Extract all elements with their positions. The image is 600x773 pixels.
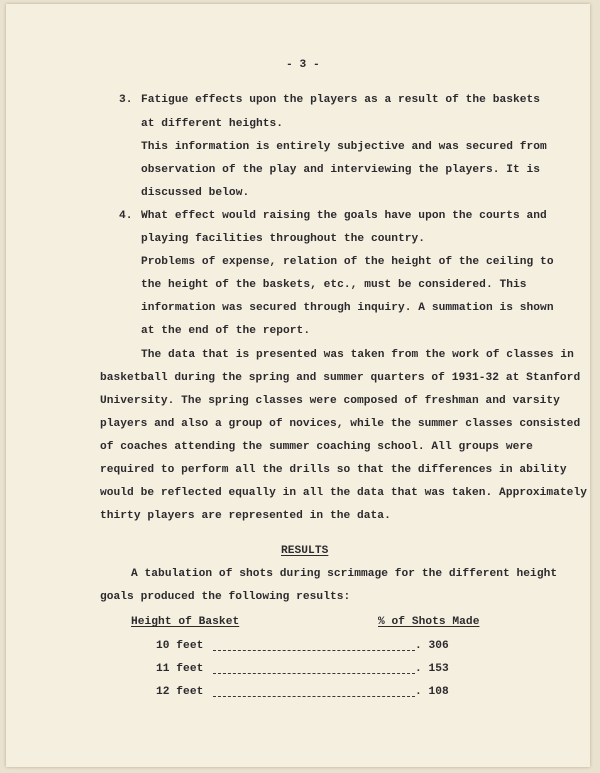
data-paragraph-line-8: thirty players are represented in the data. <box>100 510 391 522</box>
item-4-number: 4. <box>119 210 133 222</box>
data-paragraph-line-4: players and also a group of novices, while the summer classes consisted <box>100 418 581 430</box>
data-paragraph-line-6: required to perform all the drills so that the differences in ability <box>100 464 567 476</box>
row-percent: . 108 <box>415 686 449 698</box>
item-4-title-line-2: playing facilities throughout the country. <box>141 233 426 245</box>
dotted-leader <box>213 650 415 651</box>
row-height: 10 feet <box>156 640 204 652</box>
table-header-percent: % of Shots Made <box>378 616 480 628</box>
row-height: 12 feet <box>156 686 204 698</box>
item-3-body-line-3: discussed below. <box>141 187 250 199</box>
data-paragraph-line-3: University. The spring classes were composed of freshman and varsity <box>100 395 560 407</box>
data-paragraph-line-7: would be reflected equally in all the data that was taken. Approximately <box>100 487 587 499</box>
row-percent: . 306 <box>415 640 449 652</box>
row-percent: . 153 <box>415 663 449 675</box>
item-4-body-line-4: at the end of the report. <box>141 325 311 337</box>
page-number: - 3 - <box>286 59 320 71</box>
data-paragraph-line-5: of coaches attending the summer coaching school. All groups were <box>100 441 533 453</box>
item-3-number: 3. <box>119 94 133 106</box>
item-4-title-line-1: What effect would raising the goals have upon the courts and <box>141 210 547 222</box>
table-header-height: Height of Basket <box>131 616 240 628</box>
item-4-body-line-3: information was secured through inquiry. A summation is shown <box>141 302 554 314</box>
item-3-title-line-1: Fatigue effects upon the players as a result of the baskets <box>141 94 541 106</box>
item-4-body-line-2: the height of the baskets, etc., must be considered. This <box>141 279 527 291</box>
dotted-leader <box>213 696 415 697</box>
item-3-body-line-2: observation of the play and interviewing the players. It is <box>141 164 541 176</box>
results-heading: RESULTS <box>281 545 329 557</box>
item-3-body-line-1: This information is entirely subjective and was secured from <box>141 141 547 153</box>
dotted-leader <box>213 673 415 674</box>
item-4-body-line-1: Problems of expense, relation of the height of the ceiling to <box>141 256 554 268</box>
data-paragraph-line-2: basketball during the spring and summer quarters of 1931-32 at Stanford <box>100 372 581 384</box>
document-page <box>6 4 590 767</box>
results-intro-line-2: goals produced the following results: <box>100 591 351 603</box>
item-3-title-line-2: at different heights. <box>141 118 284 130</box>
results-intro-line-1: A tabulation of shots during scrimmage for the different height <box>131 568 558 580</box>
data-paragraph-line-1: The data that is presented was taken from the work of classes in <box>141 349 574 361</box>
row-height: 11 feet <box>156 663 204 675</box>
